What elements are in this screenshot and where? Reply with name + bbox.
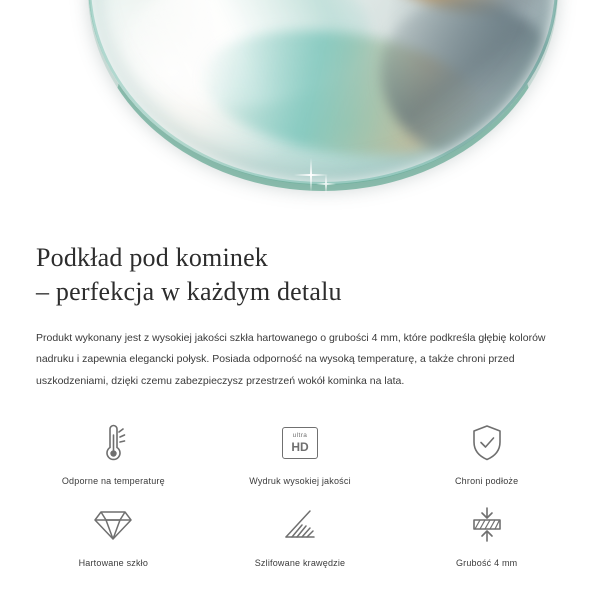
ultra-hd-badge-top: ultra [292, 432, 308, 440]
headline-line-1: Podkład pod kominek [36, 243, 269, 272]
hero-image [0, 0, 600, 215]
thermometer-icon [96, 420, 130, 466]
feature-item-temperature [20, 420, 207, 486]
feature-item-tempered-glass [20, 502, 207, 568]
shield-check-icon [469, 420, 505, 466]
feature-label: Chroni podłoże [454, 476, 519, 487]
text-block [0, 215, 600, 392]
marble-vein-grey-right [356, 0, 558, 185]
description-paragraph: Produkt wykonany jest z wysokiej jakości szkła hartowanego o grubości 4 mm, które podkreśla głębię kolorów nadruku i zapewnia elegancki połysk. Posiada odporność na wysoką temperaturę, a także chroni przed uszkodzeniami, dzięki czemu zabezpieczysz przestrzeń wokół kominka na lata. [36, 331, 546, 387]
feature-label: Grubość 4 mm [455, 558, 518, 569]
thickness-arrows-icon [468, 502, 506, 548]
feature-item-surface-protection [393, 420, 580, 486]
polished-edge-icon [280, 502, 320, 548]
feature-item-polished-edges [207, 502, 394, 568]
feature-label: Wydruk wysokiej jakości [249, 476, 351, 487]
ultra-hd-badge-bottom: HD [291, 439, 309, 454]
feature-label: Odporne na temperaturę [61, 476, 165, 487]
feature-item-print-quality [207, 420, 394, 486]
glass-plate-graphic [88, 0, 558, 185]
diamond-icon [93, 502, 133, 548]
feature-item-thickness [393, 502, 580, 568]
feature-label: Szlifowane krawędzie [254, 558, 346, 569]
ultra-hd-icon [282, 420, 318, 466]
headline-line-2: – perfekcja w każdym detalu [36, 277, 342, 307]
feature-label: Hartowane szkło [78, 558, 149, 569]
page-title [36, 241, 564, 310]
feature-grid [0, 420, 600, 568]
